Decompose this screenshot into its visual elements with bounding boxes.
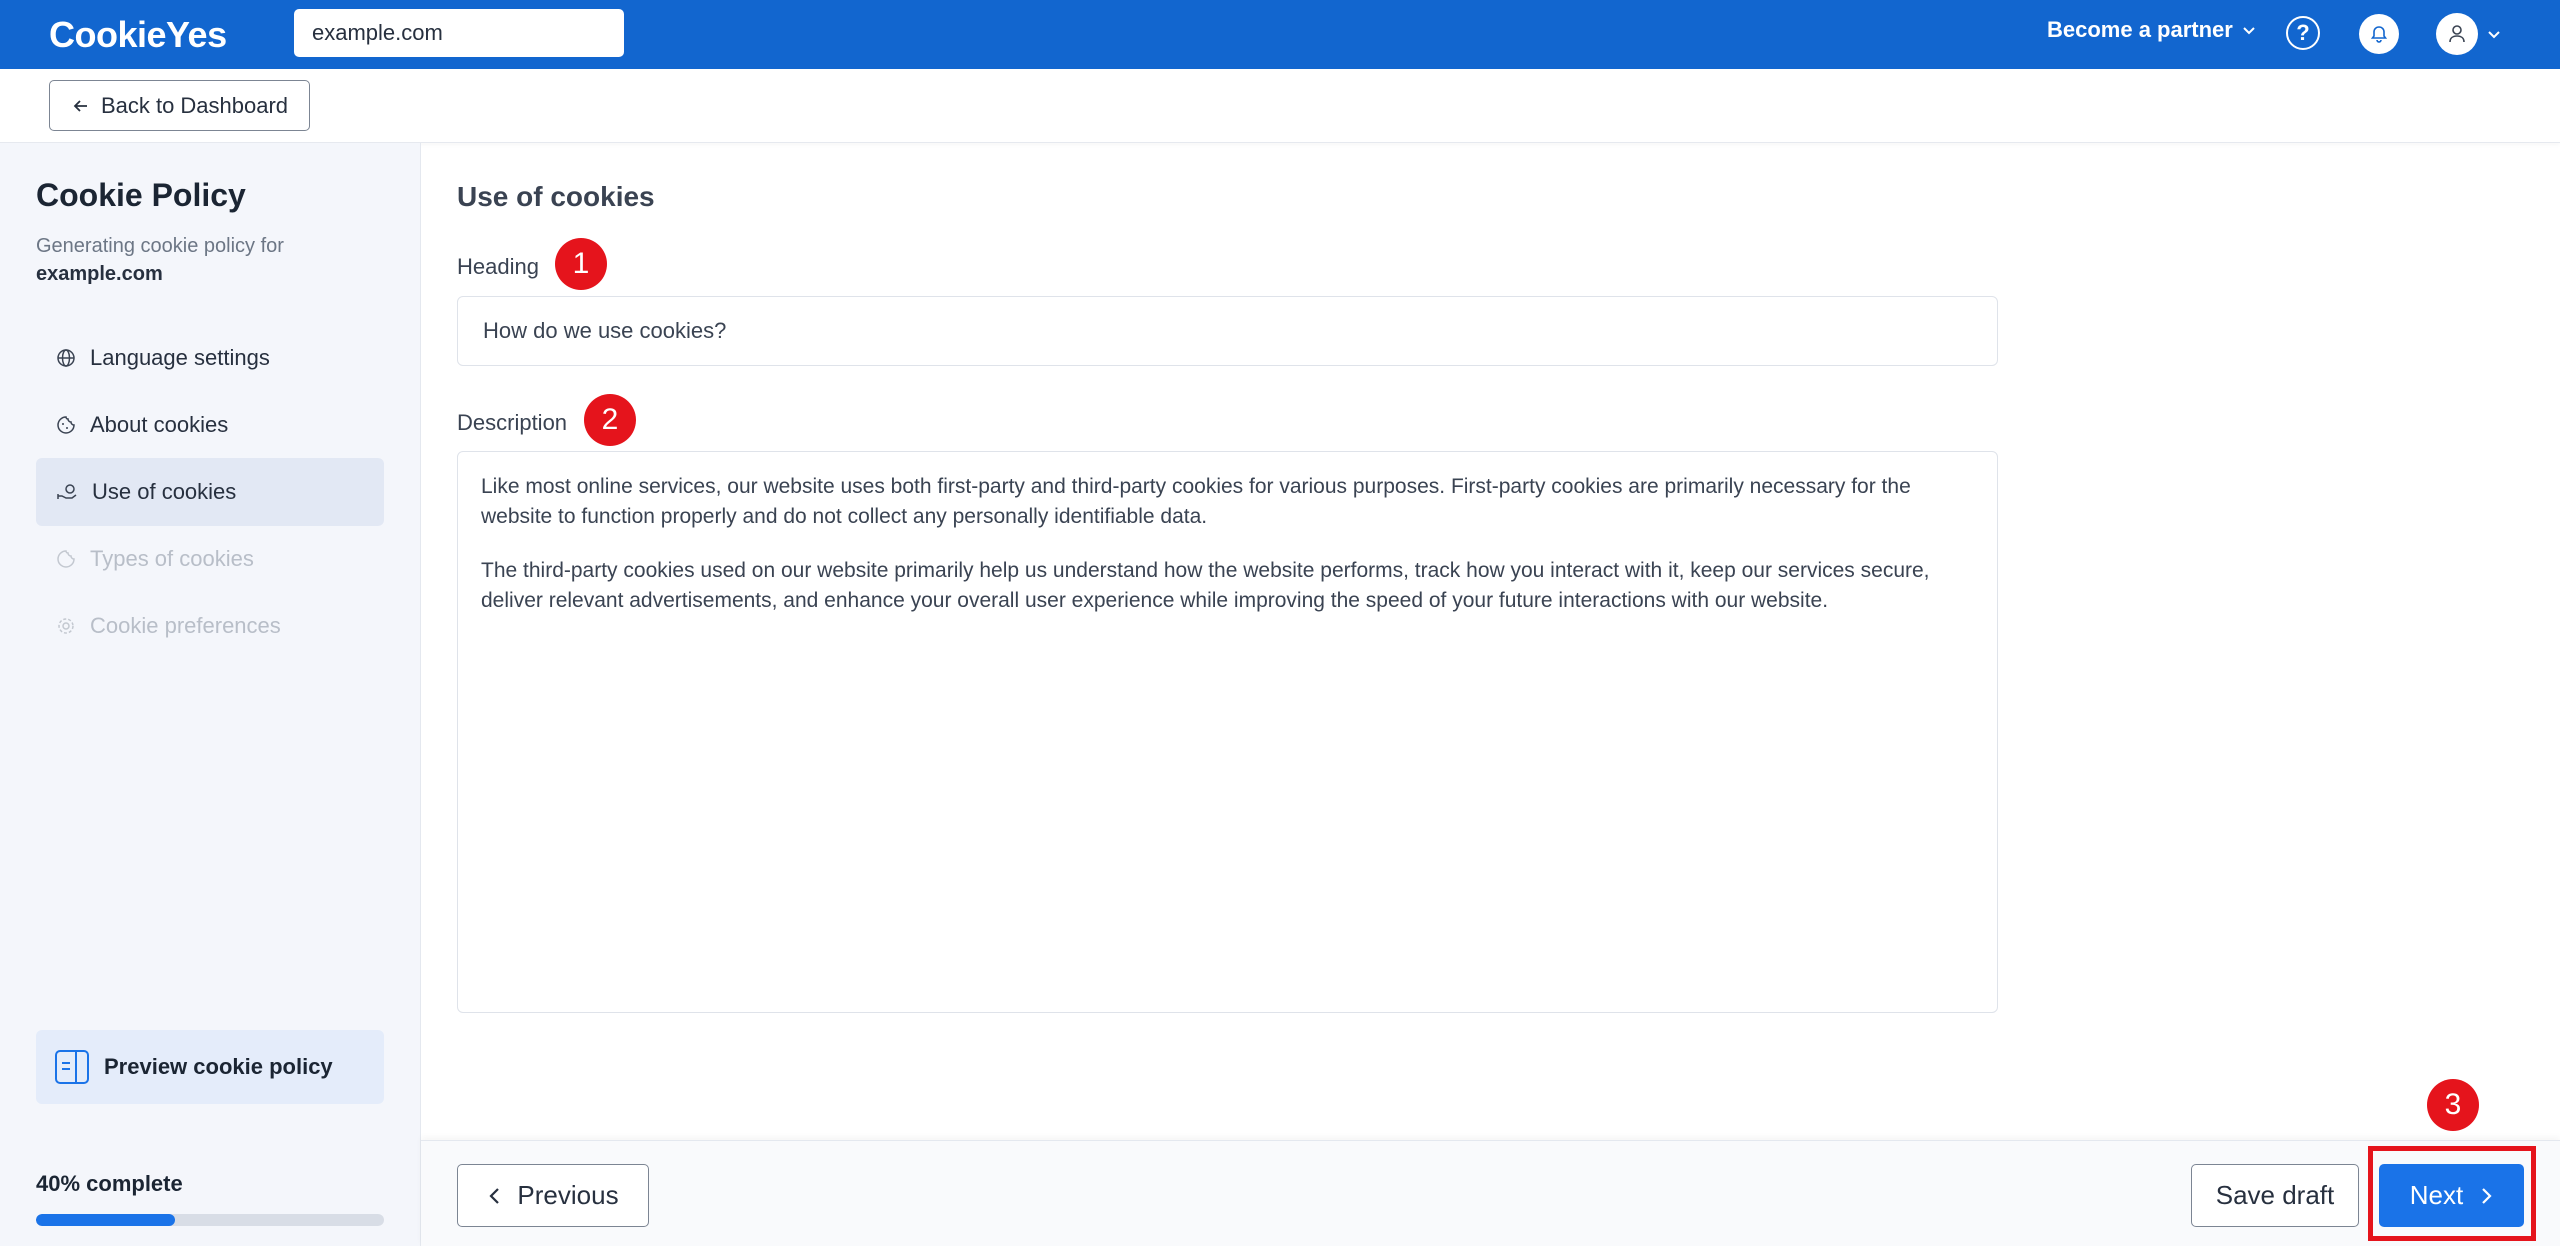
sidebar-site: example.com [36, 263, 163, 285]
description-label: Description [457, 410, 568, 435]
sidebar-item-about-cookies[interactable] [36, 391, 384, 459]
back-to-dashboard-label: Back to Dashboard [100, 92, 289, 118]
description-paragraph: Like most online services, our website uses both first-party and third-party cookies for various purposes. First-party cookies are primarily necessary for the website to function properly and do not collect any personally identifiable data. [481, 475, 1911, 528]
sidebar [0, 143, 421, 1246]
annotation-badge-1: 1 [555, 238, 607, 290]
heading-label: Heading [457, 254, 539, 279]
circle-icon [56, 549, 76, 569]
footer-bar [421, 1140, 2560, 1246]
sidebar-title: Cookie Policy [36, 177, 246, 213]
sub-header [0, 69, 2560, 143]
section-title: Use of cookies [457, 181, 655, 212]
become-partner-dropdown[interactable] [2047, 17, 2257, 43]
sidebar-item-use-of-cookies[interactable] [36, 458, 384, 526]
progress-bar-fill [36, 1214, 175, 1226]
save-draft-label: Save draft [2215, 1180, 2335, 1210]
top-bar [0, 0, 2560, 69]
annotation-badge-2: 2 [584, 394, 636, 446]
become-partner-label: Become a partner [2047, 17, 2233, 42]
sidebar-item-label: Types of cookies [90, 546, 254, 571]
preview-panel-icon [54, 1049, 90, 1085]
progress-label: 40% complete [36, 1171, 183, 1196]
sidebar-item-label: Cookie preferences [90, 613, 281, 638]
main-content [421, 143, 2560, 1143]
chevron-down-icon [2486, 26, 2502, 42]
user-menu-button[interactable] [2436, 13, 2508, 55]
help-button[interactable] [2286, 16, 2320, 50]
chevron-left-icon [487, 1186, 503, 1206]
next-label: Next [2409, 1180, 2464, 1210]
previous-label: Previous [517, 1180, 619, 1210]
previous-button[interactable] [457, 1164, 649, 1227]
hand-cookie-icon [56, 482, 78, 502]
sidebar-item-cookie-preferences [36, 592, 384, 660]
sidebar-item-language-settings[interactable] [36, 324, 384, 392]
preview-cookie-policy-label: Preview cookie policy [104, 1054, 333, 1079]
cookieyes-logo[interactable]: CookieYes [49, 14, 227, 55]
avatar [2436, 13, 2478, 55]
globe-icon [56, 348, 76, 368]
gear-icon [56, 616, 76, 636]
notifications-button[interactable] [2359, 14, 2399, 54]
description-paragraph: The third-party cookies used on our website primarily help us understand how the website performs, track how you interact with it, keep our services secure, deliver relevant advertisements, and enhance your overall user experience while improving the speed of your future interactions with our website. [481, 559, 1930, 612]
description-textarea[interactable] [457, 451, 1998, 1013]
site-selector-input[interactable] [294, 9, 624, 57]
bell-icon [2369, 24, 2389, 44]
chevron-down-icon [2241, 22, 2257, 38]
sidebar-subtitle: Generating cookie policy for [36, 235, 284, 257]
cookie-icon [56, 415, 76, 435]
heading-input[interactable] [457, 296, 1998, 366]
sidebar-item-label: About cookies [90, 412, 229, 437]
arrow-left-icon [71, 96, 91, 116]
next-button[interactable] [2379, 1164, 2524, 1227]
user-icon [2446, 23, 2468, 45]
help-icon: ? [2296, 20, 2310, 45]
chevron-right-icon [2479, 1186, 2493, 1206]
annotation-badge-3: 3 [2427, 1079, 2479, 1131]
sidebar-item-label: Use of cookies [92, 479, 237, 504]
back-to-dashboard-button[interactable] [49, 80, 310, 131]
save-draft-button[interactable] [2191, 1164, 2359, 1227]
sidebar-item-label: Language settings [90, 345, 270, 370]
progress-bar [36, 1214, 384, 1226]
preview-cookie-policy-button[interactable] [36, 1030, 384, 1104]
sidebar-item-types-of-cookies [36, 525, 384, 593]
